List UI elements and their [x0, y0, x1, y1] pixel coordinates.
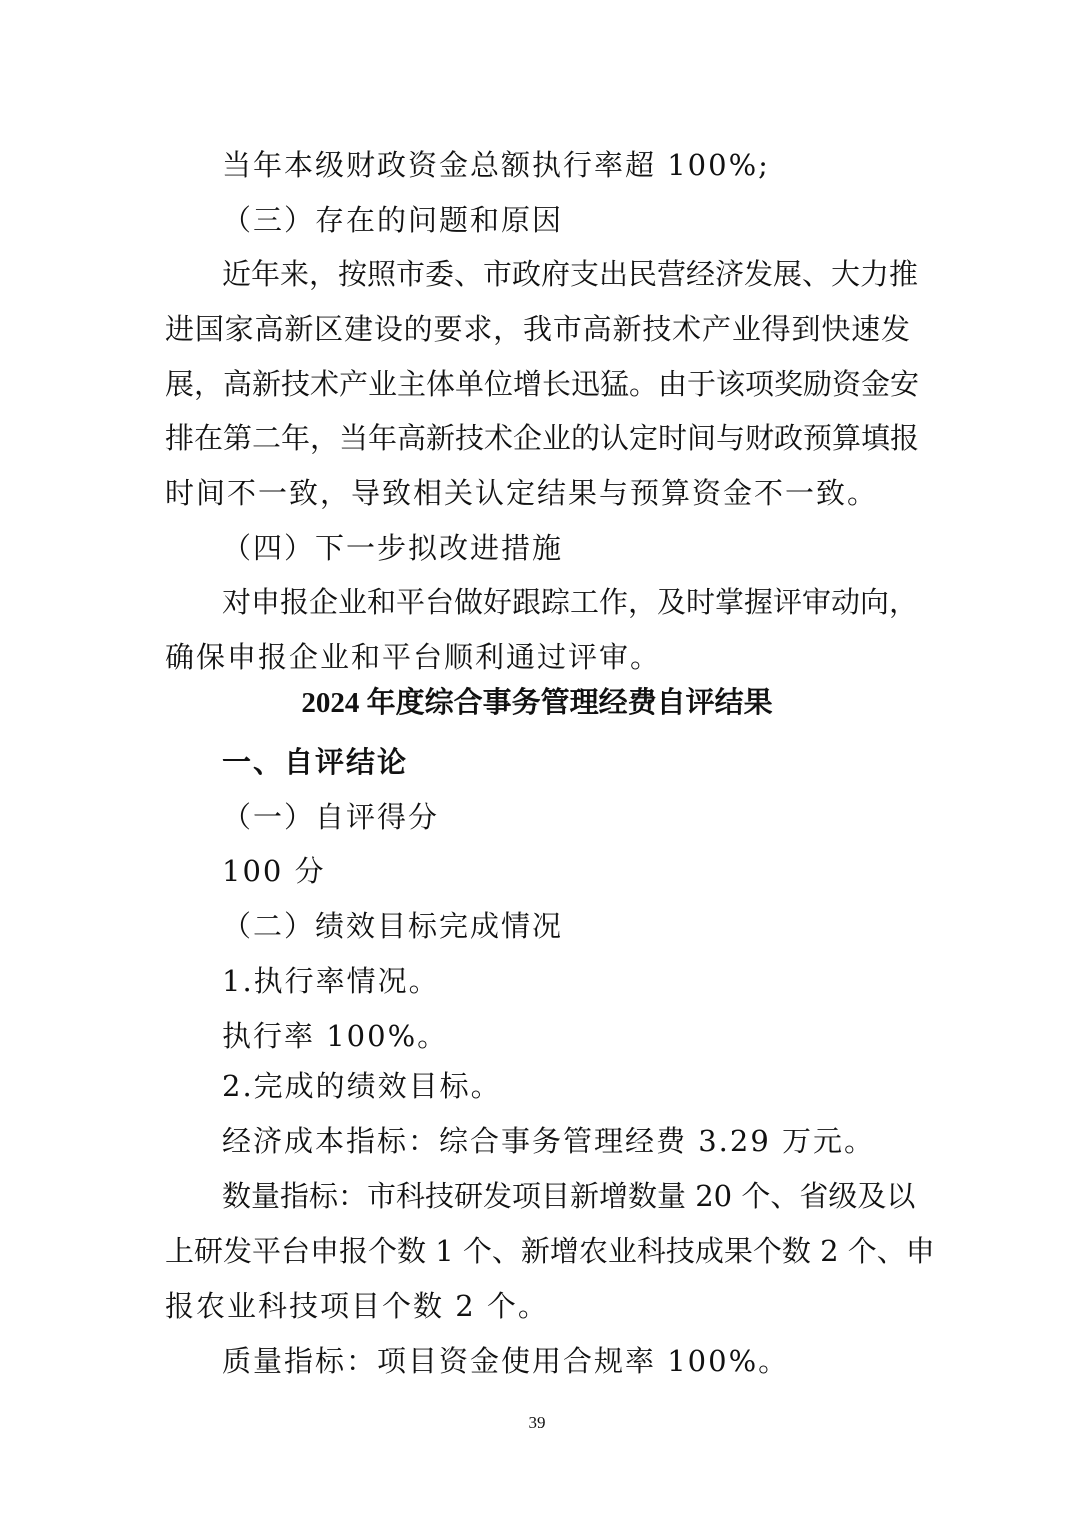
section-heading: （四）下一步拟改进措施	[222, 531, 564, 565]
paragraph-line: 排在第二年，当年高新技术企业的认定时间与财政预算填报	[165, 421, 920, 455]
paragraph-line: 报农业科技项目个数 2 个。	[165, 1289, 549, 1323]
section-heading: （二）绩效目标完成情况	[222, 909, 564, 943]
chapter-heading: 一、自评结论	[222, 745, 409, 779]
paragraph-line: 数量指标：市科技研发项目新增数量 20 个、省级及以	[222, 1179, 916, 1213]
score-value: 100 分	[222, 854, 326, 888]
paragraph-line: 进国家高新区建设的要求，我市高新技术产业得到快速发	[165, 312, 910, 346]
section-heading: （一）自评得分	[222, 800, 440, 834]
paragraph-line: 2.完成的绩效目标。	[222, 1069, 502, 1103]
paragraph-line: 近年来，按照市委、市政府支出民营经济发展、大力推	[222, 257, 919, 291]
paragraph-line: 执行率 100%。	[222, 1019, 449, 1053]
paragraph-line: 时间不一致，导致相关认定结果与预算资金不一致。	[165, 476, 879, 510]
paragraph-line: 确保申报企业和平台顺利通过评审。	[165, 640, 662, 674]
paragraph-line: 1.执行率情况。	[222, 964, 440, 998]
paragraph-line: 当年本级财政资金总额执行率超 100%;	[222, 148, 770, 182]
paragraph-line: 质量指标：项目资金使用合规率 100%。	[222, 1344, 790, 1378]
page-number: 39	[528, 1413, 546, 1432]
paragraph-line: 上研发平台申报个数 1 个、新增农业科技成果个数 2 个、申	[165, 1234, 935, 1268]
paragraph-line: 对申报企业和平台做好跟踪工作，及时掌握评审动向，	[222, 585, 919, 619]
section-heading: （三）存在的问题和原因	[222, 203, 564, 237]
section-title: 2024 年度综合事务管理经费自评结果	[301, 687, 773, 719]
paragraph-line: 展，高新技术产业主体单位增长迅猛。由于该项奖励资金安	[165, 367, 920, 401]
paragraph-line: 经济成本指标：综合事务管理经费 3.29 万元。	[222, 1124, 876, 1158]
